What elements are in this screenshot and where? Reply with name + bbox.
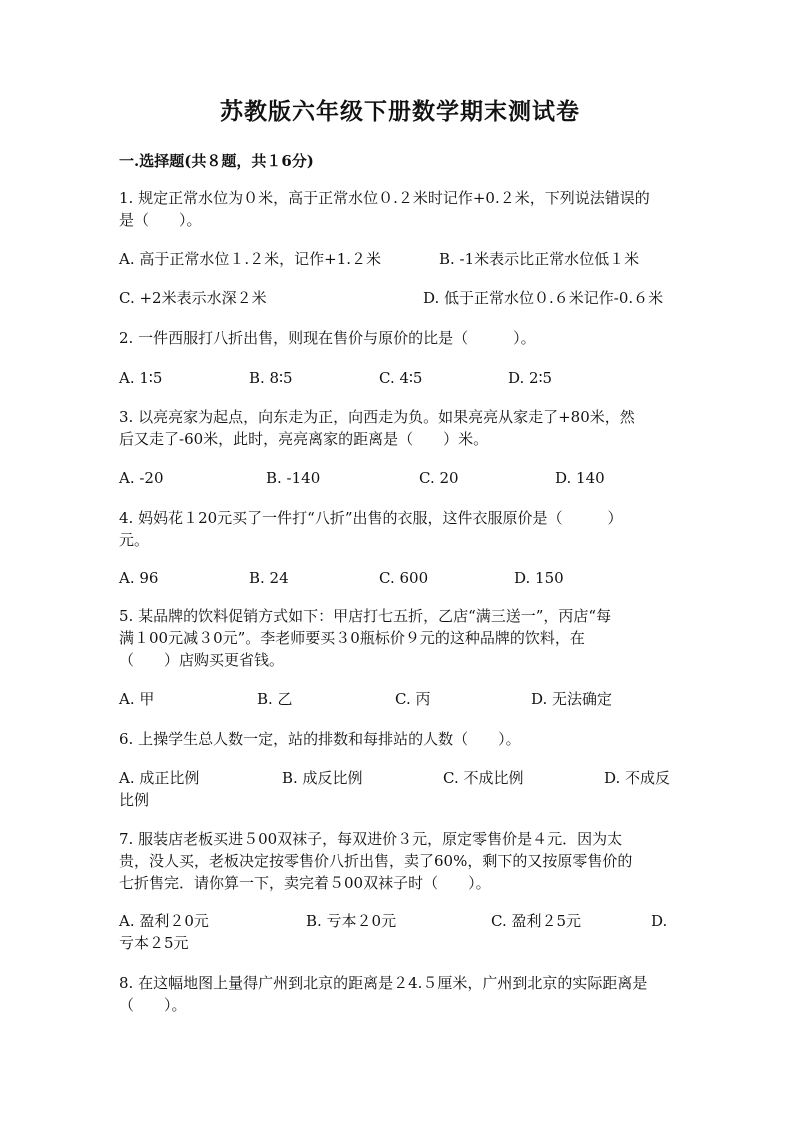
question-line: 8. 在这幅地图上量得广州到北京的距离是２4.５厘米，广州到北京的实际距离是 xyxy=(119,974,648,992)
question-6 xyxy=(119,728,684,750)
option-b[interactable]: B. -140 xyxy=(266,469,321,487)
question-line: 元。 xyxy=(119,531,150,549)
option-c[interactable]: C. 丙 xyxy=(395,690,431,708)
option-a[interactable]: A. 甲 xyxy=(119,690,155,708)
question-line: 七折售完．请你算一下，卖完着５00双袜子时（ ）。 xyxy=(119,874,491,892)
option-b[interactable]: B. -1米表示比正常水位低１米 xyxy=(439,250,640,268)
option-d[interactable]: D. 不成反 xyxy=(604,769,671,787)
question-line: 3. 以亮亮家为起点，向东走为正，向西走为负。如果亮亮从家走了+80米，然 xyxy=(119,408,635,426)
option-a[interactable]: A. 成正比例 xyxy=(119,769,200,787)
option-d[interactable]: D. 150 xyxy=(514,569,564,587)
option-d[interactable]: D. 2∶5 xyxy=(508,369,553,387)
question-3 xyxy=(119,406,684,450)
question-line: 是（ ）。 xyxy=(119,211,202,229)
page-title: 苏教版六年级下册数学期末测试卷 xyxy=(220,98,580,125)
question-line: 贵，没人买，老板决定按零售价八折出售，卖了60%，剩下的又按原零售价的 xyxy=(119,852,633,870)
option-c[interactable]: C. 盈利２5元 xyxy=(491,912,582,930)
option-a[interactable]: A. 96 xyxy=(119,569,159,587)
option-d[interactable]: D. 无法确定 xyxy=(531,690,613,708)
question-line: （ ）。 xyxy=(119,996,187,1014)
question-line: （ ）店购买更省钱。 xyxy=(119,651,285,669)
option-b[interactable]: B. 24 xyxy=(249,569,289,587)
question-line: 2. 一件西服打八折出售，则现在售价与原价的比是（ ）。 xyxy=(119,329,536,347)
option-b[interactable]: B. 亏本２0元 xyxy=(306,912,397,930)
question-line: 4. 妈妈花１20元买了一件打“八折”出售的衣服，这件衣服原价是（ ） xyxy=(119,509,623,527)
option-c[interactable]: C. 不成比例 xyxy=(443,769,524,787)
question-line: 5. 某品牌的饮料促销方式如下：甲店打七五折，乙店“满三送一”，丙店“每 xyxy=(119,607,612,625)
option-a[interactable]: A. 盈利２0元 xyxy=(119,912,209,930)
option-c[interactable]: C. 20 xyxy=(419,469,459,487)
option-d-wrap: 亏本２5元 xyxy=(119,934,189,952)
question-line: 满１00元减３0元”。李老师要买３0瓶标价９元的这种品牌的饮料，在 xyxy=(119,629,585,647)
question-line: 后又走了-60米，此时，亮亮离家的距离是（ ）米。 xyxy=(119,430,489,448)
option-d[interactable]: D. xyxy=(651,912,668,930)
option-c[interactable]: C. 4∶5 xyxy=(379,369,423,387)
option-c[interactable]: C. 600 xyxy=(379,569,429,587)
question-7 xyxy=(119,828,684,894)
question-5 xyxy=(119,605,684,671)
question-line: 7. 服装店老板买进５00双袜子，每双进价３元，原定零售价是４元．因为太 xyxy=(119,830,623,848)
question-line: 6. 上操学生总人数一定，站的排数和每排站的人数（ ）。 xyxy=(119,730,521,748)
option-b[interactable]: B. 成反比例 xyxy=(282,769,363,787)
option-d-wrap: 比例 xyxy=(119,791,150,809)
option-d[interactable]: D. 140 xyxy=(555,469,605,487)
question-1 xyxy=(119,187,684,231)
option-b[interactable]: B. 乙 xyxy=(257,690,293,708)
question-8 xyxy=(119,972,684,1016)
option-a[interactable]: A. -20 xyxy=(119,469,164,487)
option-a[interactable]: A. 高于正常水位１.２米，记作+1.２米 xyxy=(119,250,382,268)
question-line: 1. 规定正常水位为０米，高于正常水位０.２米时记作+0.２米，下列说法错误的 xyxy=(119,189,650,207)
option-d[interactable]: D. 低于正常水位０.６米记作-0.６米 xyxy=(423,289,664,307)
question-4 xyxy=(119,507,684,551)
option-b[interactable]: B. 8∶5 xyxy=(249,369,293,387)
question-2 xyxy=(119,327,684,349)
section-heading: 一.选择题(共８题，共１6分) xyxy=(119,152,314,170)
option-a[interactable]: A. 1∶5 xyxy=(119,369,163,387)
option-c[interactable]: C. +2米表示水深２米 xyxy=(119,289,267,307)
